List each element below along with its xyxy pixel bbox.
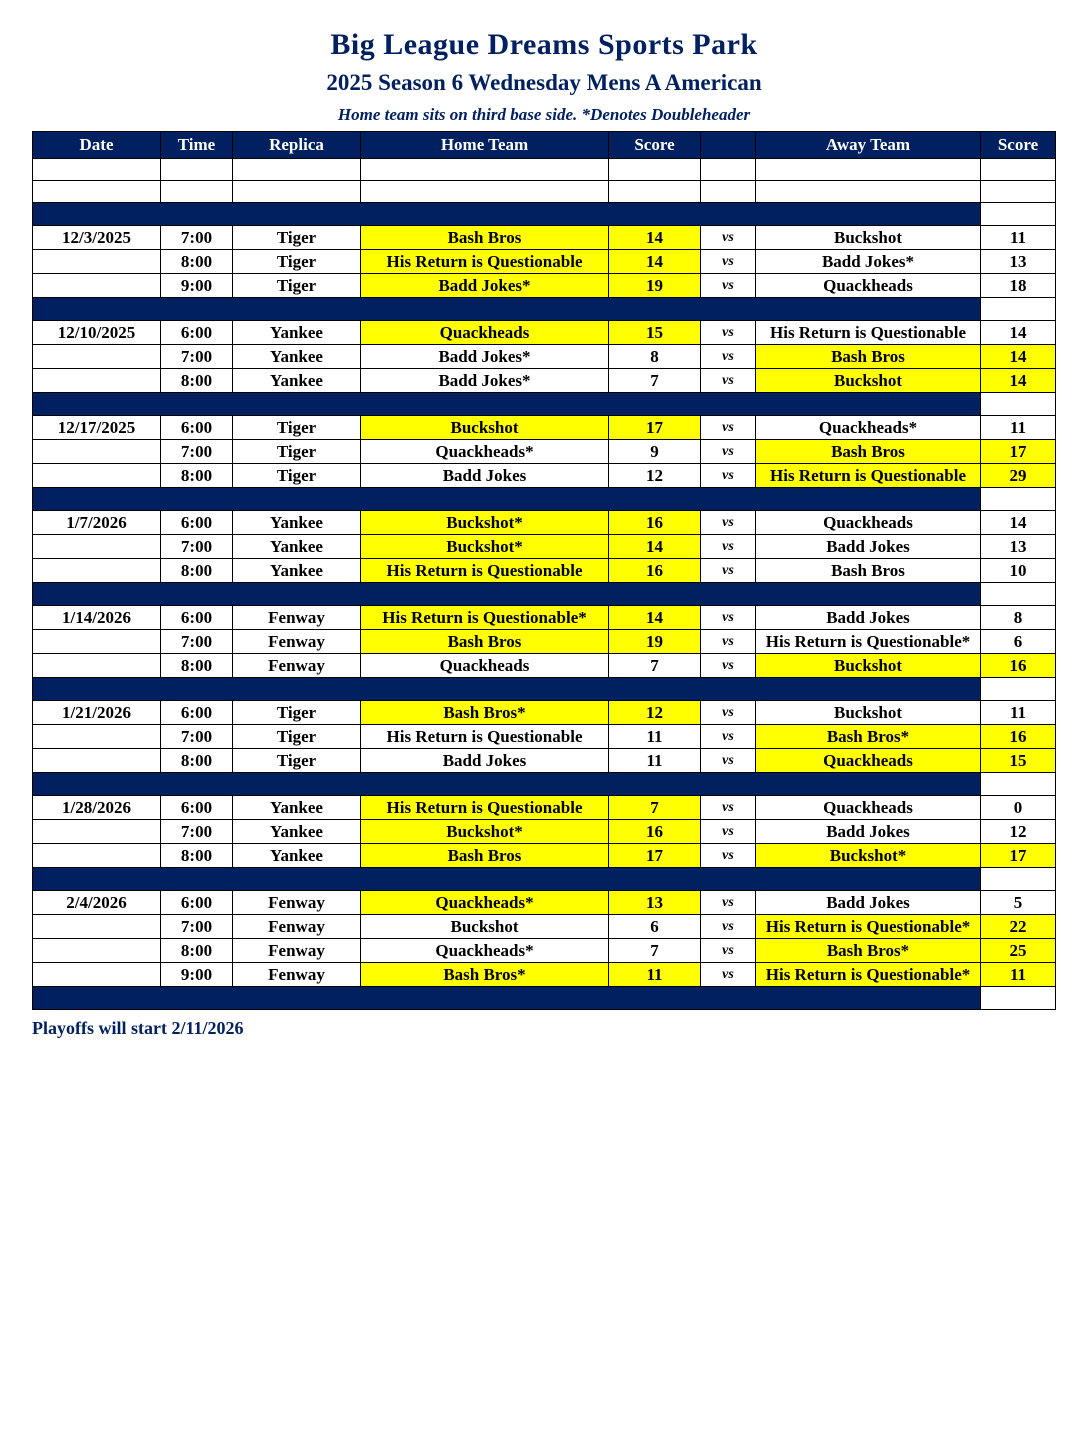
divider-tail-cell <box>981 393 1056 416</box>
time-cell: 7:00 <box>161 440 233 464</box>
home-score-cell: 12 <box>609 464 701 488</box>
replica-cell: Tiger <box>233 440 361 464</box>
time-cell: 6:00 <box>161 321 233 345</box>
date-cell <box>33 630 161 654</box>
replica-cell: Yankee <box>233 321 361 345</box>
vs-label: vs <box>701 820 756 844</box>
away-score-cell: 0 <box>981 796 1056 820</box>
spacer-cell <box>981 181 1056 203</box>
home-team-note: Home team sits on third base side. *Denotes Doubleheader <box>337 105 751 124</box>
game-row <box>33 891 1056 915</box>
replica-cell: Fenway <box>233 915 361 939</box>
away-score-cell: 25 <box>981 939 1056 963</box>
away-score-cell: 17 <box>981 844 1056 868</box>
page-title: Big League Dreams Sports Park <box>330 28 758 61</box>
away-score-cell: 15 <box>981 749 1056 773</box>
time-cell: 6:00 <box>161 416 233 440</box>
home-team-cell: Buckshot* <box>361 535 609 559</box>
home-score-cell: 16 <box>609 511 701 535</box>
home-team-cell: Bash Bros* <box>361 701 609 725</box>
replica-cell: Tiger <box>233 250 361 274</box>
away-team-cell: Quackheads <box>756 796 981 820</box>
away-score-cell: 14 <box>981 369 1056 393</box>
home-team-cell: Badd Jokes* <box>361 274 609 298</box>
home-team-cell: Quackheads* <box>361 440 609 464</box>
home-score-cell: 16 <box>609 559 701 583</box>
divider-tail-cell <box>981 678 1056 701</box>
replica-cell: Fenway <box>233 606 361 630</box>
vs-label: vs <box>701 321 756 345</box>
home-team-cell: Buckshot <box>361 416 609 440</box>
page-subtitle: 2025 Season 6 Wednesday Mens A American <box>326 70 762 95</box>
time-cell: 6:00 <box>161 606 233 630</box>
spacer-cell <box>701 159 756 181</box>
divider-bar <box>33 678 981 701</box>
away-score-cell: 12 <box>981 820 1056 844</box>
group-divider-row <box>33 773 1056 796</box>
vs-label: vs <box>701 701 756 725</box>
date-cell <box>33 725 161 749</box>
time-cell: 7:00 <box>161 630 233 654</box>
away-score-cell: 29 <box>981 464 1056 488</box>
game-row <box>33 345 1056 369</box>
home-team-cell: His Return is Questionable <box>361 250 609 274</box>
away-score-cell: 17 <box>981 440 1056 464</box>
away-score-cell: 16 <box>981 725 1056 749</box>
home-score-cell: 14 <box>609 535 701 559</box>
home-score-cell: 14 <box>609 250 701 274</box>
group-divider-row <box>33 583 1056 606</box>
away-score-cell: 11 <box>981 963 1056 987</box>
away-score-cell: 16 <box>981 654 1056 678</box>
game-row <box>33 416 1056 440</box>
divider-tail-cell <box>981 773 1056 796</box>
away-team-cell: Badd Jokes <box>756 891 981 915</box>
home-team-cell: Buckshot* <box>361 820 609 844</box>
game-row <box>33 321 1056 345</box>
vs-label: vs <box>701 464 756 488</box>
game-row <box>33 820 1056 844</box>
time-cell: 7:00 <box>161 535 233 559</box>
replica-cell: Yankee <box>233 345 361 369</box>
vs-label: vs <box>701 749 756 773</box>
vs-label: vs <box>701 345 756 369</box>
away-team-cell: His Return is Questionable <box>756 321 981 345</box>
home-team-cell: Quackheads* <box>361 891 609 915</box>
date-cell <box>33 963 161 987</box>
header-away-team: Away Team <box>756 132 981 159</box>
game-row <box>33 796 1056 820</box>
away-team-cell: Quackheads <box>756 749 981 773</box>
spacer-cell <box>233 181 361 203</box>
group-divider-row <box>33 488 1056 511</box>
home-team-cell: Buckshot <box>361 915 609 939</box>
group-divider-row <box>33 298 1056 321</box>
away-team-cell: Buckshot <box>756 701 981 725</box>
vs-label: vs <box>701 844 756 868</box>
game-row <box>33 630 1056 654</box>
divider-bar <box>33 987 981 1010</box>
divider-tail-cell <box>981 868 1056 891</box>
date-cell <box>33 369 161 393</box>
time-cell: 7:00 <box>161 725 233 749</box>
time-cell: 8:00 <box>161 654 233 678</box>
away-team-cell: Buckshot <box>756 369 981 393</box>
group-divider-row <box>33 393 1056 416</box>
home-score-cell: 7 <box>609 796 701 820</box>
away-team-cell: Badd Jokes* <box>756 250 981 274</box>
away-score-cell: 5 <box>981 891 1056 915</box>
vs-label: vs <box>701 939 756 963</box>
divider-bar <box>33 868 981 891</box>
schedule-table-body <box>33 159 1056 1010</box>
replica-cell: Yankee <box>233 559 361 583</box>
replica-cell: Tiger <box>233 416 361 440</box>
away-team-cell: His Return is Questionable* <box>756 915 981 939</box>
home-score-cell: 13 <box>609 891 701 915</box>
away-team-cell: Bash Bros <box>756 559 981 583</box>
home-score-cell: 7 <box>609 654 701 678</box>
replica-cell: Fenway <box>233 939 361 963</box>
spacer-cell <box>161 159 233 181</box>
away-team-cell: Bash Bros* <box>756 939 981 963</box>
home-score-cell: 14 <box>609 226 701 250</box>
divider-bar <box>33 298 981 321</box>
date-cell <box>33 274 161 298</box>
game-row <box>33 464 1056 488</box>
game-row <box>33 844 1056 868</box>
date-cell: 2/4/2026 <box>33 891 161 915</box>
game-row <box>33 963 1056 987</box>
date-cell <box>33 440 161 464</box>
game-row <box>33 749 1056 773</box>
away-team-cell: Badd Jokes <box>756 820 981 844</box>
spacer-row <box>33 159 1056 181</box>
home-score-cell: 17 <box>609 844 701 868</box>
game-row <box>33 274 1056 298</box>
vs-label: vs <box>701 250 756 274</box>
divider-bar <box>33 773 981 796</box>
replica-cell: Yankee <box>233 820 361 844</box>
away-score-cell: 10 <box>981 559 1056 583</box>
home-score-cell: 8 <box>609 345 701 369</box>
game-row <box>33 440 1056 464</box>
home-team-cell: His Return is Questionable <box>361 796 609 820</box>
date-cell <box>33 915 161 939</box>
game-row <box>33 369 1056 393</box>
date-cell: 1/7/2026 <box>33 511 161 535</box>
home-team-cell: His Return is Questionable* <box>361 606 609 630</box>
home-team-cell: Buckshot* <box>361 511 609 535</box>
home-score-cell: 12 <box>609 701 701 725</box>
vs-label: vs <box>701 915 756 939</box>
spacer-cell <box>756 181 981 203</box>
away-team-cell: Buckshot* <box>756 844 981 868</box>
vs-label: vs <box>701 654 756 678</box>
divider-tail-cell <box>981 298 1056 321</box>
replica-cell: Fenway <box>233 654 361 678</box>
date-cell <box>33 654 161 678</box>
away-team-cell: Buckshot <box>756 654 981 678</box>
home-score-cell: 9 <box>609 440 701 464</box>
date-cell <box>33 820 161 844</box>
away-score-cell: 11 <box>981 226 1056 250</box>
away-score-cell: 18 <box>981 274 1056 298</box>
vs-label: vs <box>701 559 756 583</box>
away-team-cell: Badd Jokes <box>756 606 981 630</box>
home-team-cell: Badd Jokes* <box>361 345 609 369</box>
home-score-cell: 7 <box>609 939 701 963</box>
home-score-cell: 14 <box>609 606 701 630</box>
divider-tail-cell <box>981 987 1056 1010</box>
spacer-cell <box>33 159 161 181</box>
home-team-cell: Bash Bros <box>361 630 609 654</box>
time-cell: 6:00 <box>161 511 233 535</box>
schedule-table <box>32 131 1056 1010</box>
time-cell: 7:00 <box>161 226 233 250</box>
divider-bar <box>33 203 981 226</box>
replica-cell: Tiger <box>233 701 361 725</box>
replica-cell: Fenway <box>233 630 361 654</box>
time-cell: 8:00 <box>161 939 233 963</box>
replica-cell: Tiger <box>233 274 361 298</box>
spacer-cell <box>361 181 609 203</box>
vs-label: vs <box>701 796 756 820</box>
header-home-score: Score <box>609 132 701 159</box>
group-divider-row <box>33 678 1056 701</box>
away-score-cell: 22 <box>981 915 1056 939</box>
header-vs <box>701 132 756 159</box>
spacer-cell <box>161 181 233 203</box>
home-score-cell: 17 <box>609 416 701 440</box>
vs-label: vs <box>701 606 756 630</box>
vs-label: vs <box>701 416 756 440</box>
spacer-cell <box>609 159 701 181</box>
vs-label: vs <box>701 440 756 464</box>
replica-cell: Yankee <box>233 535 361 559</box>
home-team-cell: Bash Bros* <box>361 963 609 987</box>
away-score-cell: 14 <box>981 345 1056 369</box>
spacer-row <box>33 181 1056 203</box>
date-cell <box>33 939 161 963</box>
divider-bar <box>33 393 981 416</box>
date-cell: 1/28/2026 <box>33 796 161 820</box>
game-row <box>33 226 1056 250</box>
vs-label: vs <box>701 274 756 298</box>
replica-cell: Yankee <box>233 511 361 535</box>
time-cell: 6:00 <box>161 701 233 725</box>
vs-label: vs <box>701 630 756 654</box>
game-row <box>33 701 1056 725</box>
away-team-cell: His Return is Questionable* <box>756 963 981 987</box>
header-time: Time <box>161 132 233 159</box>
home-team-cell: Badd Jokes <box>361 464 609 488</box>
time-cell: 8:00 <box>161 844 233 868</box>
away-team-cell: Quackheads <box>756 511 981 535</box>
group-divider-row <box>33 203 1056 226</box>
home-team-cell: Quackheads <box>361 321 609 345</box>
home-score-cell: 11 <box>609 725 701 749</box>
away-score-cell: 14 <box>981 511 1056 535</box>
time-cell: 8:00 <box>161 559 233 583</box>
spacer-cell <box>33 181 161 203</box>
replica-cell: Tiger <box>233 725 361 749</box>
away-team-cell: Bash Bros <box>756 345 981 369</box>
away-score-cell: 6 <box>981 630 1056 654</box>
away-score-cell: 8 <box>981 606 1056 630</box>
date-cell <box>33 345 161 369</box>
replica-cell: Yankee <box>233 796 361 820</box>
date-cell: 12/3/2025 <box>33 226 161 250</box>
time-cell: 7:00 <box>161 820 233 844</box>
date-cell: 1/21/2026 <box>33 701 161 725</box>
header-away-score: Score <box>981 132 1056 159</box>
time-cell: 6:00 <box>161 891 233 915</box>
divider-tail-cell <box>981 583 1056 606</box>
game-row <box>33 535 1056 559</box>
away-team-cell: Bash Bros <box>756 440 981 464</box>
home-team-cell: His Return is Questionable <box>361 725 609 749</box>
time-cell: 8:00 <box>161 369 233 393</box>
date-cell <box>33 844 161 868</box>
divider-tail-cell <box>981 488 1056 511</box>
time-cell: 7:00 <box>161 915 233 939</box>
away-score-cell: 13 <box>981 250 1056 274</box>
away-team-cell: Badd Jokes <box>756 535 981 559</box>
game-row <box>33 250 1056 274</box>
spacer-cell <box>701 181 756 203</box>
game-row <box>33 559 1056 583</box>
time-cell: 9:00 <box>161 274 233 298</box>
replica-cell: Yankee <box>233 369 361 393</box>
home-team-cell: Badd Jokes <box>361 749 609 773</box>
header-replica: Replica <box>233 132 361 159</box>
home-score-cell: 15 <box>609 321 701 345</box>
time-cell: 9:00 <box>161 963 233 987</box>
replica-cell: Fenway <box>233 963 361 987</box>
home-team-cell: His Return is Questionable <box>361 559 609 583</box>
replica-cell: Fenway <box>233 891 361 915</box>
away-score-cell: 11 <box>981 416 1056 440</box>
away-team-cell: Buckshot <box>756 226 981 250</box>
spacer-cell <box>981 159 1056 181</box>
game-row <box>33 654 1056 678</box>
home-score-cell: 16 <box>609 820 701 844</box>
replica-cell: Tiger <box>233 226 361 250</box>
header-date: Date <box>33 132 161 159</box>
home-team-cell: Quackheads* <box>361 939 609 963</box>
vs-label: vs <box>701 511 756 535</box>
game-row <box>33 511 1056 535</box>
time-cell: 6:00 <box>161 796 233 820</box>
game-row <box>33 915 1056 939</box>
vs-label: vs <box>701 963 756 987</box>
home-score-cell: 11 <box>609 749 701 773</box>
header-row <box>33 132 1056 159</box>
replica-cell: Tiger <box>233 749 361 773</box>
game-row <box>33 725 1056 749</box>
vs-label: vs <box>701 891 756 915</box>
time-cell: 8:00 <box>161 749 233 773</box>
home-score-cell: 19 <box>609 274 701 298</box>
away-team-cell: Quackheads <box>756 274 981 298</box>
date-cell <box>33 535 161 559</box>
date-cell: 12/17/2025 <box>33 416 161 440</box>
away-team-cell: His Return is Questionable <box>756 464 981 488</box>
replica-cell: Tiger <box>233 464 361 488</box>
header-home-team: Home Team <box>361 132 609 159</box>
home-score-cell: 6 <box>609 915 701 939</box>
date-cell <box>33 559 161 583</box>
away-team-cell: Quackheads* <box>756 416 981 440</box>
date-cell: 1/14/2026 <box>33 606 161 630</box>
date-cell <box>33 250 161 274</box>
divider-tail-cell <box>981 203 1056 226</box>
home-team-cell: Bash Bros <box>361 844 609 868</box>
date-cell <box>33 464 161 488</box>
home-score-cell: 19 <box>609 630 701 654</box>
time-cell: 8:00 <box>161 250 233 274</box>
spacer-cell <box>233 159 361 181</box>
home-team-cell: Quackheads <box>361 654 609 678</box>
spacer-cell <box>756 159 981 181</box>
spacer-cell <box>361 159 609 181</box>
time-cell: 8:00 <box>161 464 233 488</box>
game-row <box>33 939 1056 963</box>
away-team-cell: His Return is Questionable* <box>756 630 981 654</box>
time-cell: 7:00 <box>161 345 233 369</box>
vs-label: vs <box>701 535 756 559</box>
playoffs-note: Playoffs will start 2/11/2026 <box>32 1018 244 1038</box>
home-score-cell: 7 <box>609 369 701 393</box>
away-team-cell: Bash Bros* <box>756 725 981 749</box>
away-score-cell: 13 <box>981 535 1056 559</box>
group-divider-row <box>33 987 1056 1010</box>
spacer-cell <box>609 181 701 203</box>
game-row <box>33 606 1056 630</box>
home-team-cell: Bash Bros <box>361 226 609 250</box>
date-cell: 12/10/2025 <box>33 321 161 345</box>
away-score-cell: 11 <box>981 701 1056 725</box>
divider-bar <box>33 583 981 606</box>
vs-label: vs <box>701 226 756 250</box>
vs-label: vs <box>701 725 756 749</box>
home-team-cell: Badd Jokes* <box>361 369 609 393</box>
vs-label: vs <box>701 369 756 393</box>
date-cell <box>33 749 161 773</box>
home-score-cell: 11 <box>609 963 701 987</box>
away-score-cell: 14 <box>981 321 1056 345</box>
group-divider-row <box>33 868 1056 891</box>
divider-bar <box>33 488 981 511</box>
replica-cell: Yankee <box>233 844 361 868</box>
